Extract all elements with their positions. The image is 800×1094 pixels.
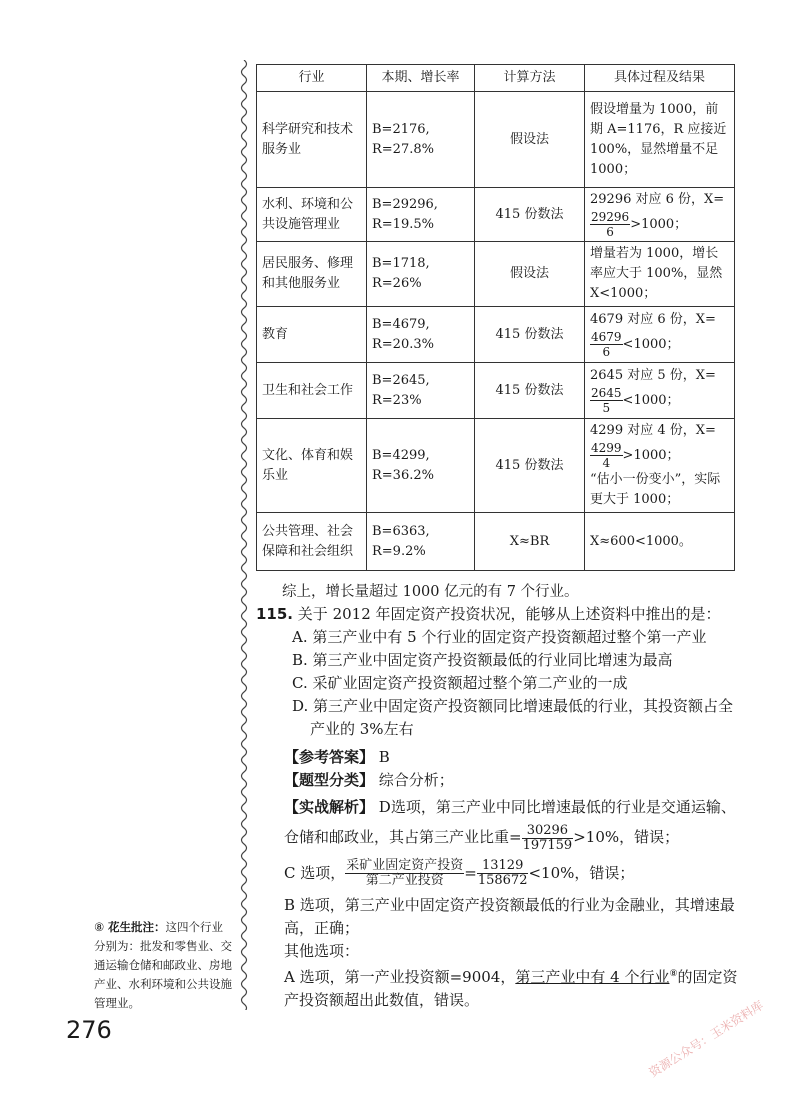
fraction [522, 824, 574, 853]
analysis-c [256, 859, 746, 888]
cell-industry: 教育 [257, 307, 367, 363]
cell-industry: 公共管理、社会保障和社会组织 [257, 513, 367, 571]
fraction-denominator: 4 [602, 456, 611, 470]
equals-sign: = [464, 863, 477, 882]
fraction-numerator: 4299 [591, 441, 622, 455]
cell-process: X≈600<1000。 [585, 513, 735, 571]
cell-values [367, 188, 475, 242]
cell-industry: 科学研究和技术服务业 [257, 92, 367, 188]
process-text: >1000； [622, 448, 680, 463]
annotation-marker: ⑧ [94, 920, 105, 934]
process-text: >1000； [630, 217, 688, 232]
cell-values [367, 419, 475, 513]
analysis-c-text: C 选项， [284, 863, 346, 882]
value-b: B=29296, [372, 196, 438, 212]
cell-industry: 水利、环境和公共设施管理业 [257, 188, 367, 242]
process-text: 29296 对应 6 份，X= [590, 192, 725, 207]
cell-method: 假设法 [475, 242, 585, 307]
cell-industry: 卫生和社会工作 [257, 363, 367, 419]
fraction-denominator: 197159 [522, 837, 573, 853]
value-r: R=26% [372, 276, 422, 291]
cell-process [585, 419, 735, 513]
cell-method: 415 份数法 [475, 419, 585, 513]
page-number: 276 [66, 1016, 112, 1044]
question-type [256, 769, 746, 792]
analysis-a-text: 的固定资产投资额超出此数值，错误。 [284, 967, 738, 1009]
analysis-label: 【实战解析】 [284, 798, 375, 816]
value-r: R=23% [372, 392, 422, 408]
fraction-numerator: 2645 [591, 386, 622, 400]
header-method: 计算方法 [475, 65, 585, 92]
table-row [257, 363, 735, 419]
cell-industry: 居民服务、修理和其他服务业 [257, 242, 367, 307]
option-c: C. 采矿业固定资产投资额超过整个第二产业的一成 [292, 674, 628, 692]
cell-values [367, 242, 475, 307]
question-number: 115. [256, 605, 294, 623]
fraction [590, 441, 623, 470]
process-text: <1000； [622, 337, 680, 352]
table-header-row [257, 65, 735, 92]
question-stem: 关于 2012 年固定资产投资状况，能够从上述资料中推出的是： [297, 605, 721, 623]
cell-values [367, 513, 475, 571]
fraction-numerator: 采矿业固定资产投资 [346, 857, 464, 873]
analysis-d [256, 792, 746, 853]
cell-method: 415 份数法 [475, 363, 585, 419]
side-annotation [94, 918, 234, 1013]
analysis-b: B 选项，第三产业中固定资产投资额最低的行业为金融业，其增速最高，正确； [284, 895, 735, 937]
value-r: R=19.5% [372, 216, 434, 232]
option-a: A. 第三产业中有 5 个行业的固定资产投资额超过整个第一产业 [292, 628, 707, 646]
cell-process: 假设增量为 1000，前期 A=1176，R 应接近 100%，显然增量不足 1000； [585, 92, 735, 188]
header-current-growth: 本期、增长率 [367, 65, 475, 92]
fraction [477, 859, 529, 888]
value-b: B=4299, [372, 447, 430, 463]
header-process: 具体过程及结果 [585, 65, 735, 92]
industry-table [256, 64, 735, 571]
reference-answer-label: 【参考答案】 [284, 748, 375, 766]
cell-values [367, 92, 475, 188]
fraction-denominator: 5 [602, 401, 611, 415]
value-r: R=27.8% [372, 141, 434, 157]
table-row [257, 242, 735, 307]
fraction-denominator: 6 [606, 225, 614, 239]
fraction-denominator: 158672 [477, 872, 528, 888]
annotation-text: 这四个行业分别为：批发和零售业、交通运输仓储和邮政业、房地产业、水利环境和公共设施管理业。 [94, 920, 232, 1010]
cell-process [585, 363, 735, 419]
process-text: “估小一份变小”，实际更大于 1000； [590, 472, 721, 507]
cell-method: X≈BR [475, 513, 585, 571]
analysis-d-text: D选项，第三产业中同比增速最低的行业是交通运输、仓储和邮政业，其占第三产业比重= [284, 798, 736, 846]
cell-industry: 文化、体育和娱乐业 [257, 419, 367, 513]
cell-method: 415 份数法 [475, 307, 585, 363]
question-block [256, 603, 746, 741]
answer-block [256, 746, 746, 1012]
table-row [257, 307, 735, 363]
data-table-container [256, 64, 734, 571]
option-d: D. 第三产业中固定资产投资额同比增速最低的行业，其投资额占全产业的 3%左右 [292, 697, 734, 738]
value-b: B=2645, [372, 372, 430, 388]
cell-values [367, 363, 475, 419]
fraction-numerator: 4679 [591, 330, 622, 344]
fraction-numerator: 30296 [522, 824, 574, 839]
question-type-value: 综合分析； [378, 771, 454, 789]
cell-method: 假设法 [475, 92, 585, 188]
fraction [590, 386, 623, 415]
fraction [590, 330, 623, 359]
cell-values [367, 307, 475, 363]
cell-process [585, 307, 735, 363]
option-b: B. 第三产业中固定资产投资额最低的行业同比增速为最高 [292, 651, 673, 669]
cell-method: 415 份数法 [475, 188, 585, 242]
cell-process [585, 188, 735, 242]
analysis-a-text: A 选项，第一产业投资额=9004， [284, 967, 516, 986]
value-b: B=1718, [372, 256, 430, 271]
wavy-margin-line [238, 60, 250, 1010]
analysis-c-text: <10%，错误； [528, 863, 635, 882]
process-text: 2645 对应 5 份，X= [590, 368, 716, 383]
value-r: R=36.2% [372, 467, 434, 483]
question-stem-line [256, 603, 746, 626]
cell-process: 增量若为 1000，增长率应大于 100%，显然 X<1000； [585, 242, 735, 307]
analysis-other: 其他选项： [284, 941, 360, 960]
fraction [590, 210, 630, 239]
table-row [257, 188, 735, 242]
fraction-denominator: 6 [602, 345, 611, 359]
underlined-phrase: 第三产业中有 4 个行业 [515, 967, 670, 986]
reference-answer-value: B [378, 748, 390, 766]
table-row [257, 513, 735, 571]
annotation-label: 花生批注： [107, 920, 166, 934]
process-text: 4679 对应 6 份，X= [590, 312, 716, 327]
analysis-a [256, 963, 746, 1012]
question-type-label: 【题型分类】 [284, 771, 375, 789]
footnote-marker: ⑧ [669, 968, 678, 979]
reference-answer [256, 746, 746, 769]
table-summary: 综上，增长量超过 1000 亿元的有 7 个行业。 [282, 584, 579, 600]
table-row [257, 419, 735, 513]
value-b: B=6363, [372, 523, 430, 539]
value-r: R=20.3% [372, 336, 434, 352]
value-r: R=9.2% [372, 543, 426, 559]
fraction-numerator: 29296 [591, 210, 630, 224]
watermark: 资源公众号：玉米资料库 [646, 998, 766, 1080]
table-row [257, 92, 735, 188]
fraction-denominator: 第二产业投资 [365, 872, 444, 888]
header-industry: 行业 [257, 65, 367, 92]
value-b: B=2176, [372, 121, 430, 137]
process-text: <1000； [622, 393, 680, 408]
fraction [345, 859, 464, 888]
fraction-numerator: 13129 [477, 859, 529, 874]
process-text: 4299 对应 4 份，X= [590, 423, 716, 438]
analysis-d-text: >10%，错误； [573, 828, 680, 846]
value-b: B=4679, [372, 316, 430, 332]
